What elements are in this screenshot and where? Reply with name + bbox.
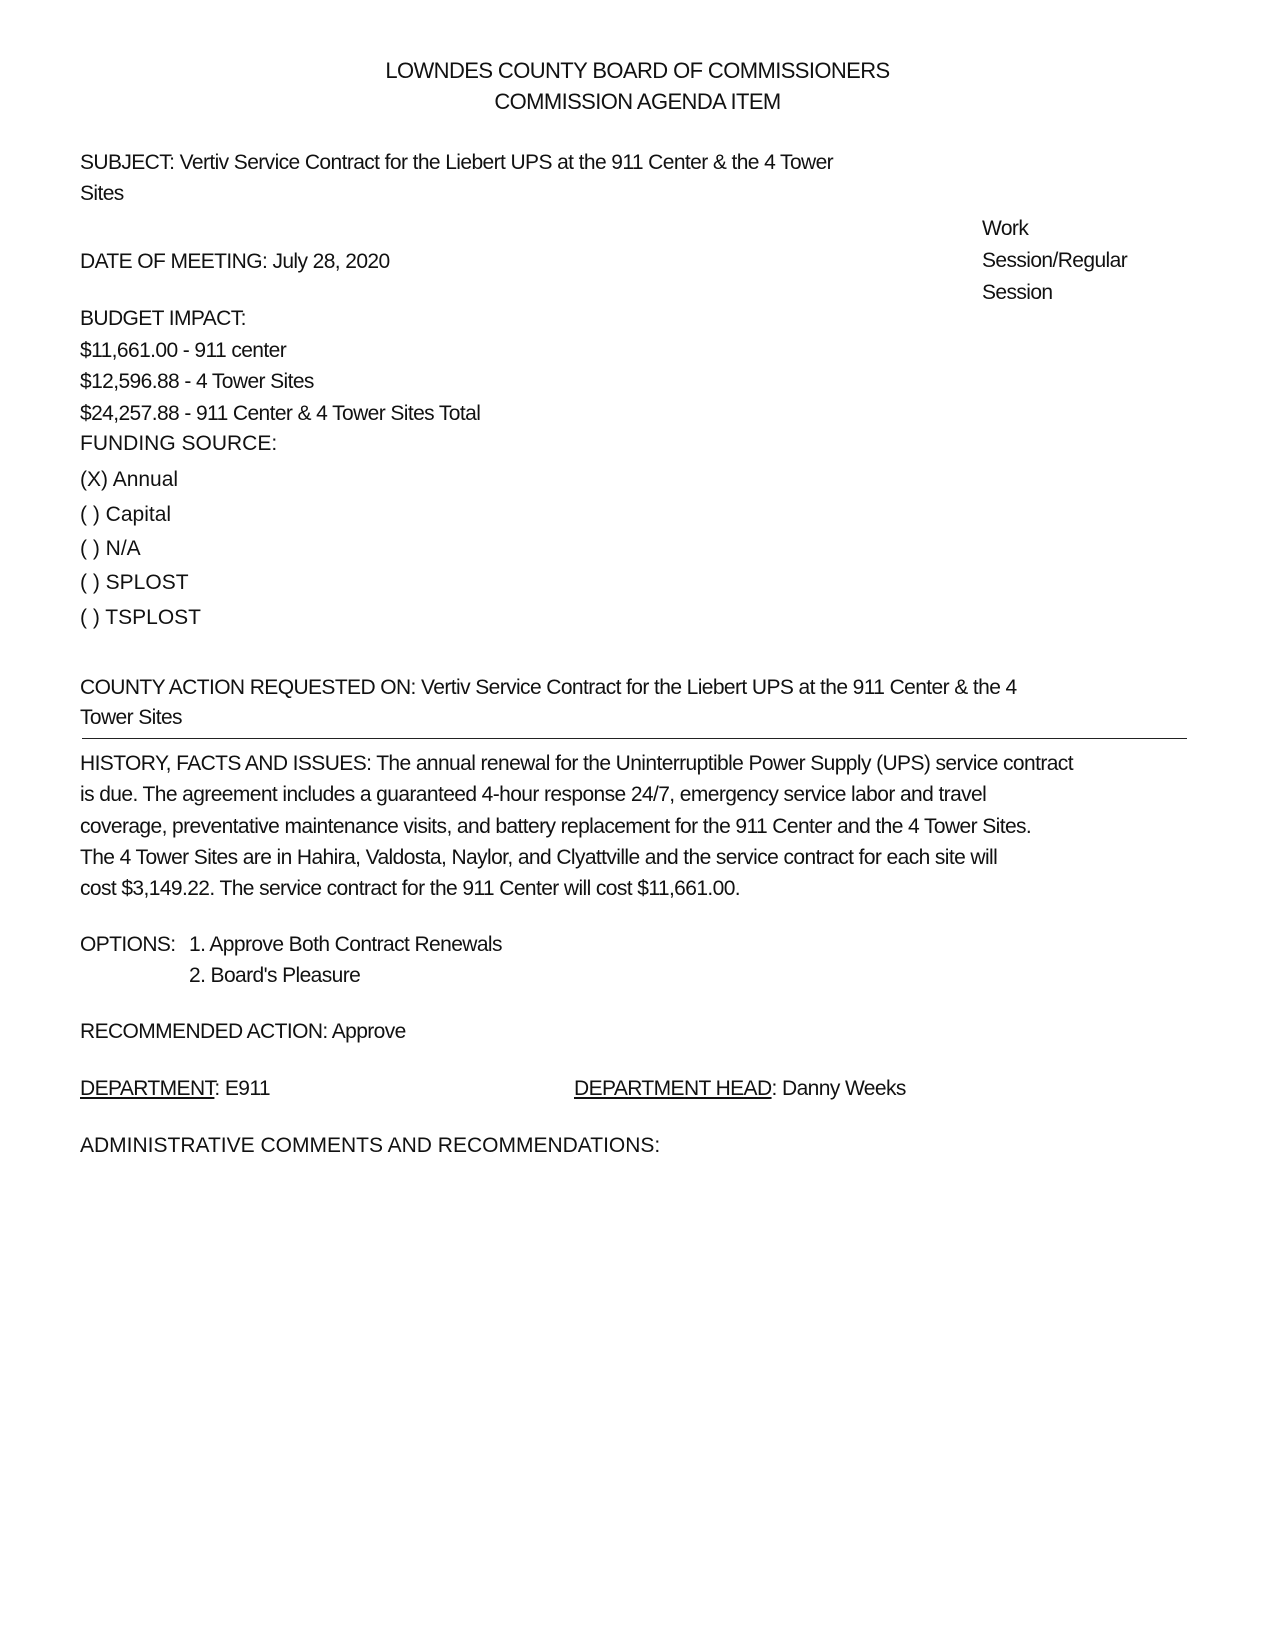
- funding-option-annual: (X) Annual: [80, 468, 179, 491]
- document-subtitle: COMMISSION AGENDA ITEM: [494, 89, 781, 114]
- subject-line-1: [80, 151, 833, 175]
- option-item-1: 1. Approve Both Contract Renewals: [189, 933, 502, 956]
- funding-option-capital: ( ) Capital: [80, 503, 172, 526]
- action-requested-line-2: Tower Sites: [80, 706, 182, 729]
- section-divider: [82, 738, 1187, 739]
- department-row: [80, 1077, 270, 1101]
- subject-line-2: Sites: [80, 182, 124, 205]
- checkbox-empty: ( ): [80, 606, 100, 629]
- checkbox-empty: ( ): [80, 537, 100, 560]
- funding-source-label: FUNDING SOURCE:: [80, 432, 278, 455]
- document-title: LOWNDES COUNTY BOARD OF COMMISSIONERS: [385, 58, 890, 83]
- history-line-3: coverage, preventative maintenance visits, and battery replacement for the 911 Center and the 4 Tower Sites.: [80, 815, 1032, 838]
- checkbox-empty: ( ): [80, 503, 100, 526]
- action-requested-label: COUNTY ACTION REQUESTED ON:: [80, 676, 416, 699]
- session-type-line-2: Session/Regular: [982, 249, 1128, 272]
- department-head-value: : Danny Weeks: [771, 1077, 906, 1100]
- department-label: DEPARTMENT: [80, 1077, 215, 1100]
- budget-impact-label: BUDGET IMPACT:: [80, 307, 246, 330]
- history-line-2: is due. The agreement includes a guaranteed 4-hour response 24/7, emergency service labor and travel: [80, 783, 987, 806]
- department-head-label: DEPARTMENT HEAD: [574, 1077, 772, 1100]
- meeting-date-label: DATE OF MEETING:: [80, 250, 268, 273]
- budget-item: $12,596.88 - 4 Tower Sites: [80, 370, 314, 393]
- recommended-action-row: [80, 1020, 406, 1044]
- options-label: OPTIONS:: [80, 933, 176, 956]
- department-head-row: [574, 1077, 906, 1101]
- department-value: : E911: [214, 1077, 270, 1100]
- recommended-action-label: RECOMMENDED ACTION:: [80, 1020, 328, 1043]
- funding-option-tsplost: ( ) TSPLOST: [80, 606, 201, 629]
- history-line-4: The 4 Tower Sites are in Hahira, Valdosta, Naylor, and Clyattville and the service contract for each site will: [80, 846, 998, 869]
- meeting-date-row: [80, 250, 390, 274]
- budget-item-total: $24,257.88 - 911 Center & 4 Tower Sites Total: [80, 402, 481, 425]
- subject-text: Vertiv Service Contract for the Liebert UPS at the 911 Center & the 4 Tower: [179, 151, 834, 174]
- action-requested-line-1: COUNTY ACTION REQUESTED ON: Vertiv Service Contract for the Liebert UPS at the 911 Center & the 4: [80, 676, 1017, 699]
- subject-label: SUBJECT:: [80, 151, 175, 174]
- funding-option-splost: ( ) SPLOST: [80, 571, 189, 594]
- funding-option-na: ( ) N/A: [80, 537, 141, 560]
- meeting-date: July 28, 2020: [272, 250, 390, 273]
- session-type-line-1: Work: [982, 217, 1029, 240]
- history-line-5: cost $3,149.22. The service contract for the 911 Center will cost $11,661.00.: [80, 877, 741, 900]
- budget-item: $11,661.00 - 911 center: [80, 339, 287, 362]
- recommended-action-value: Approve: [331, 1020, 406, 1043]
- history-label: HISTORY, FACTS AND ISSUES:: [80, 752, 372, 775]
- option-item-2: 2. Board's Pleasure: [189, 964, 361, 987]
- history-line-1: HISTORY, FACTS AND ISSUES: The annual renewal for the Uninterruptible Power Supply (UPS) service contract: [80, 752, 1073, 775]
- session-type-line-3: Session: [982, 281, 1053, 304]
- checkbox-checked: (X): [80, 468, 108, 491]
- administrative-comments-label: ADMINISTRATIVE COMMENTS AND RECOMMENDATIONS:: [80, 1134, 661, 1157]
- checkbox-empty: ( ): [80, 571, 100, 594]
